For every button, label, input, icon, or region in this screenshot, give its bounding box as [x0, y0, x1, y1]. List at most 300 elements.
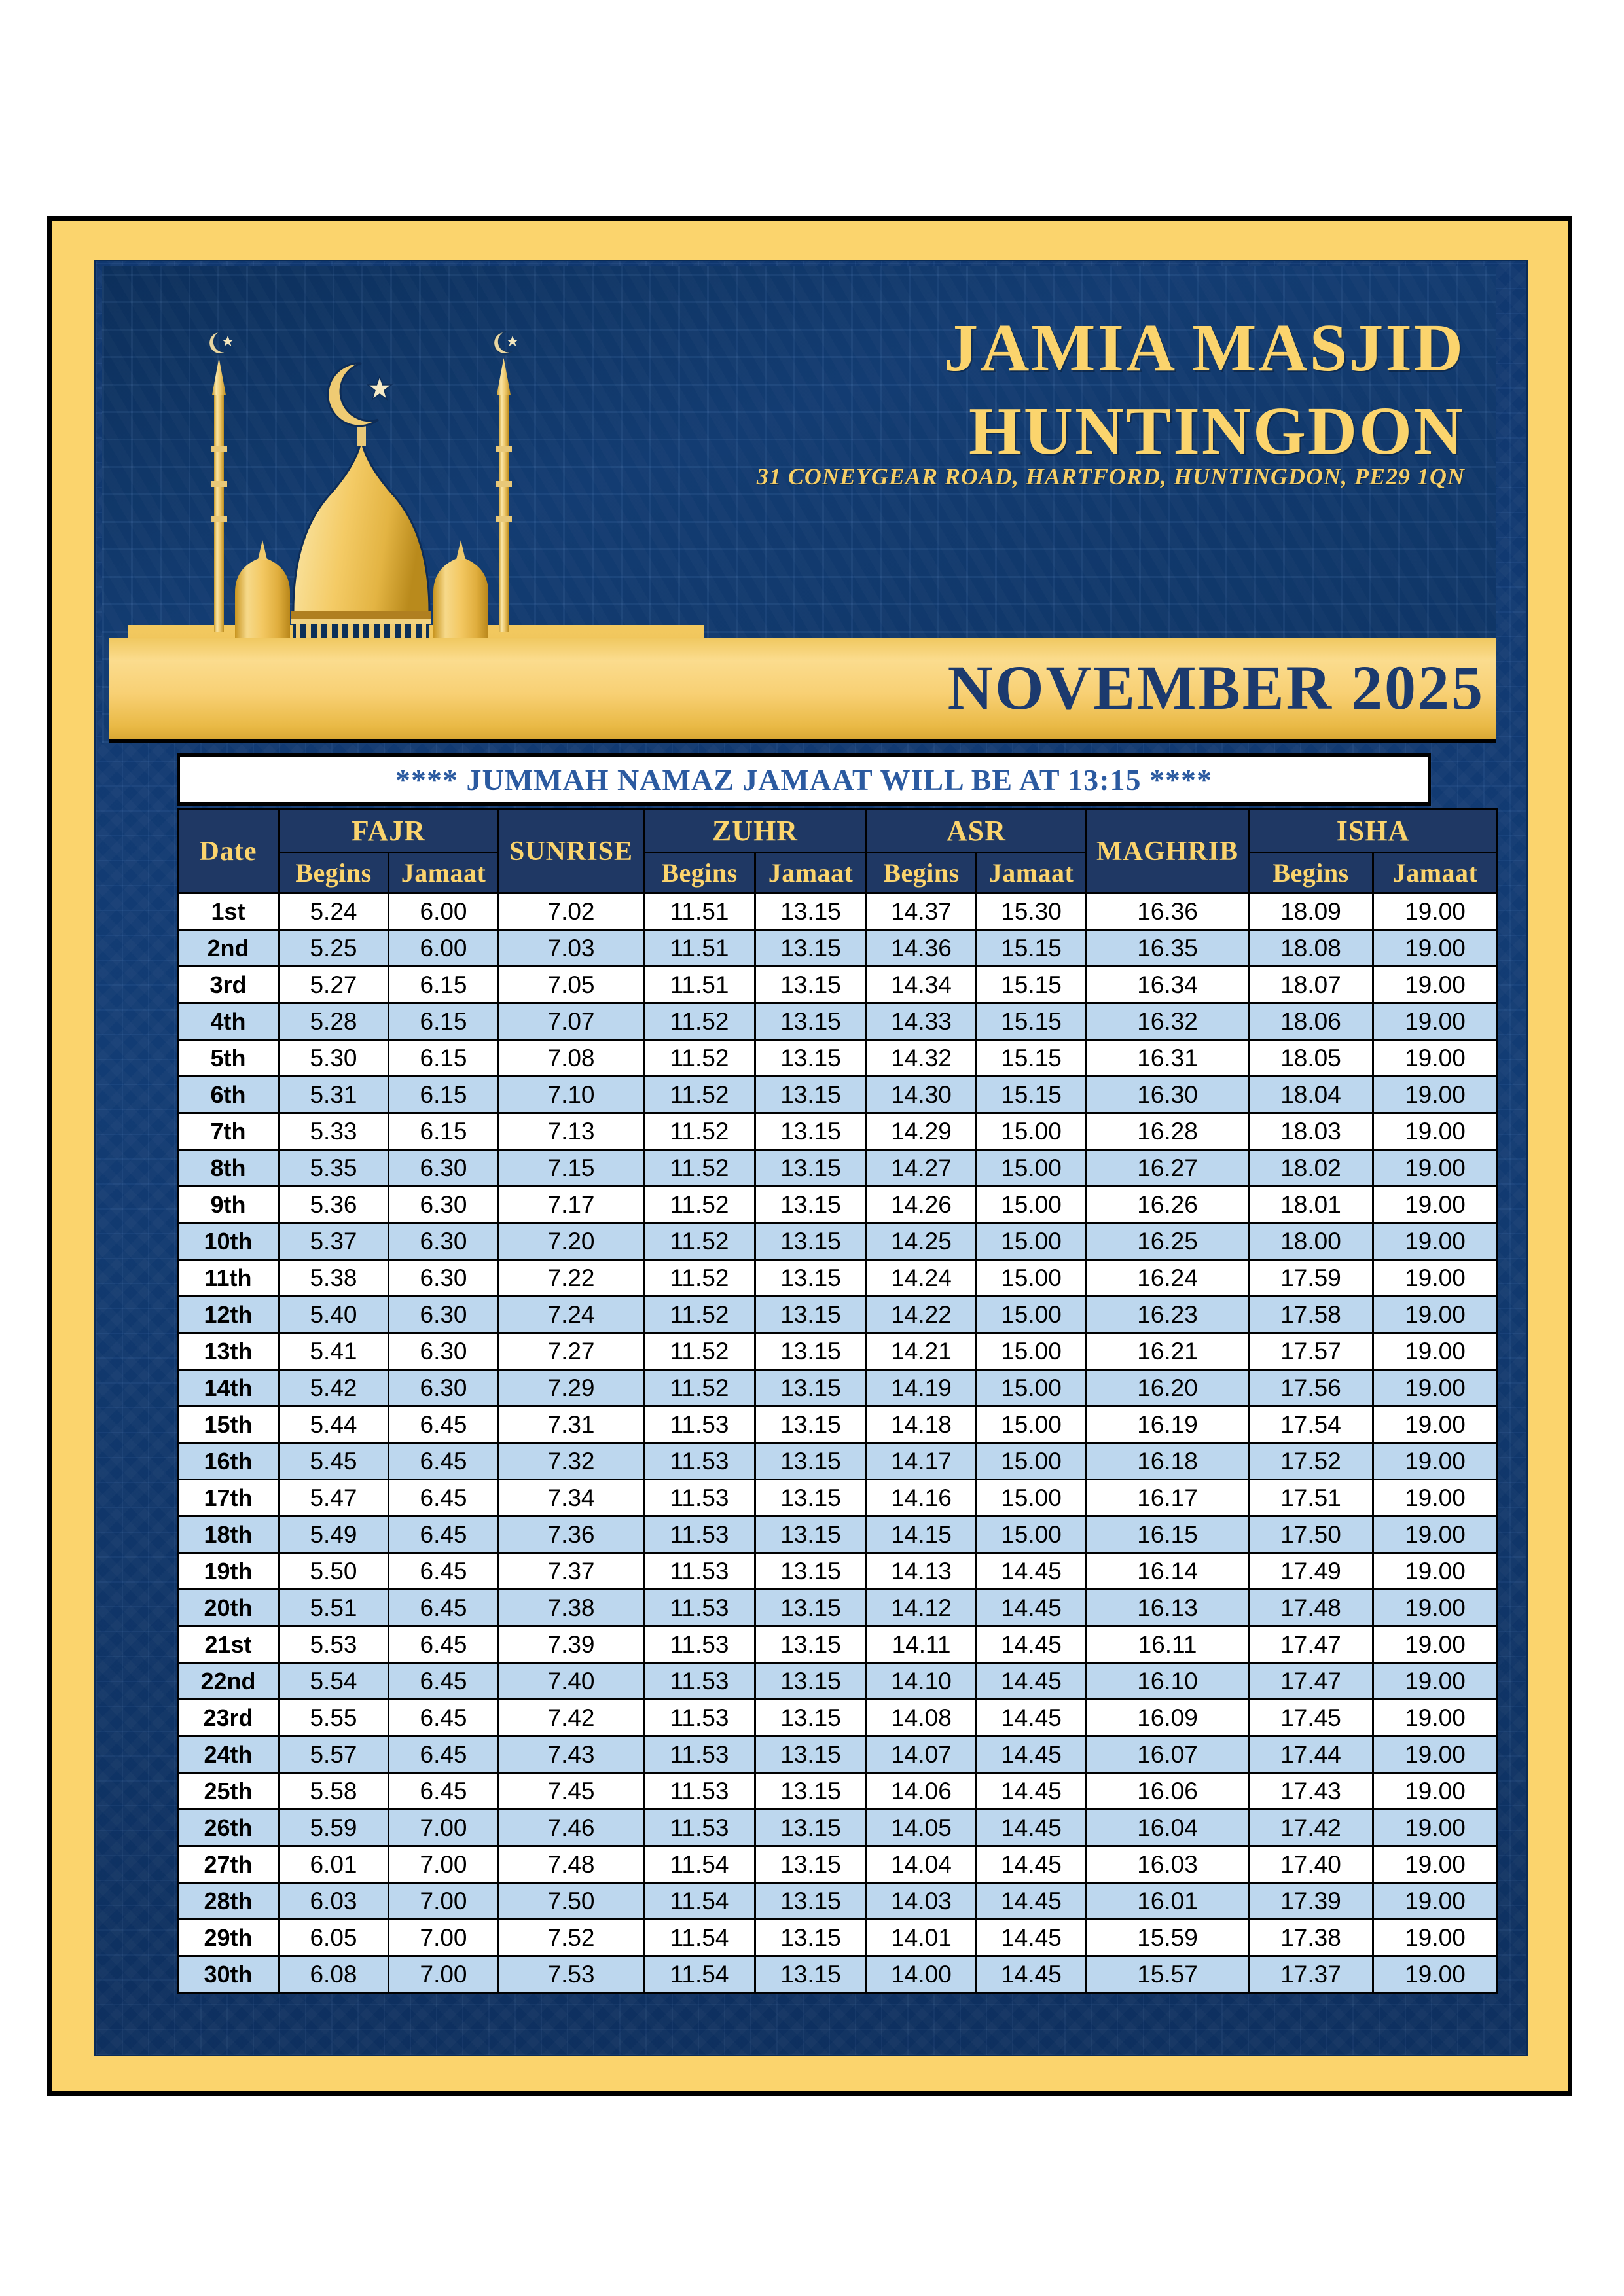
- cell-time: 16.23: [1087, 1297, 1249, 1333]
- table-row: [178, 1187, 1498, 1223]
- cell-time: 11.52: [644, 1187, 755, 1223]
- cell-time: 13.15: [755, 1223, 867, 1260]
- cell-time: 11.51: [644, 930, 755, 967]
- table-row: [178, 1150, 1498, 1187]
- cell-date: 14th: [178, 1370, 279, 1407]
- cell-time: 6.08: [279, 1956, 389, 1993]
- cell-time: 16.34: [1087, 967, 1249, 1003]
- cell-time: 5.24: [279, 893, 389, 930]
- cell-time: 18.07: [1249, 967, 1373, 1003]
- cell-time: 19.00: [1373, 1443, 1498, 1480]
- cell-time: 14.37: [867, 893, 977, 930]
- main-dome: [291, 363, 431, 624]
- cell-date: 20th: [178, 1590, 279, 1626]
- header-asr: ASR: [867, 810, 1087, 853]
- cell-time: 15.15: [977, 1040, 1087, 1077]
- cell-time: 14.21: [867, 1333, 977, 1370]
- cell-time: 13.15: [755, 1480, 867, 1516]
- cell-time: 17.59: [1249, 1260, 1373, 1297]
- cell-time: 16.27: [1087, 1150, 1249, 1187]
- cell-time: 6.30: [389, 1187, 499, 1223]
- cell-time: 6.30: [389, 1223, 499, 1260]
- cell-time: 17.47: [1249, 1626, 1373, 1663]
- cell-time: 7.29: [499, 1370, 644, 1407]
- cell-time: 11.54: [644, 1846, 755, 1883]
- cell-time: 16.20: [1087, 1370, 1249, 1407]
- cell-time: 16.31: [1087, 1040, 1249, 1077]
- cell-time: 18.04: [1249, 1077, 1373, 1113]
- cell-time: 6.45: [389, 1663, 499, 1700]
- cell-date: 11th: [178, 1260, 279, 1297]
- cell-time: 18.06: [1249, 1003, 1373, 1040]
- cell-time: 11.52: [644, 1370, 755, 1407]
- cell-time: 7.02: [499, 893, 644, 930]
- cell-time: 5.55: [279, 1700, 389, 1736]
- cell-time: 14.19: [867, 1370, 977, 1407]
- cell-time: 13.15: [755, 967, 867, 1003]
- cell-time: 19.00: [1373, 930, 1498, 967]
- cell-time: 17.44: [1249, 1736, 1373, 1773]
- cell-time: 5.45: [279, 1443, 389, 1480]
- cell-time: 15.00: [977, 1370, 1087, 1407]
- cell-time: 13.15: [755, 1773, 867, 1810]
- cell-date: 8th: [178, 1150, 279, 1187]
- cell-time: 19.00: [1373, 1700, 1498, 1736]
- header-isha-jamaat: Jamaat: [1373, 853, 1498, 893]
- cell-time: 6.15: [389, 1113, 499, 1150]
- cell-time: 7.20: [499, 1223, 644, 1260]
- cell-time: 14.08: [867, 1700, 977, 1736]
- cell-time: 15.00: [977, 1113, 1087, 1150]
- table-row: [178, 1480, 1498, 1516]
- jummah-notice-bar: [177, 753, 1431, 806]
- cell-time: 13.15: [755, 1883, 867, 1920]
- table-row: [178, 1040, 1498, 1077]
- table-row: [178, 1773, 1498, 1810]
- cell-time: 18.01: [1249, 1187, 1373, 1223]
- cell-time: 11.54: [644, 1920, 755, 1956]
- cell-time: 13.15: [755, 1443, 867, 1480]
- cell-time: 14.04: [867, 1846, 977, 1883]
- header-zuhr-begins: Begins: [644, 853, 755, 893]
- cell-date: 21st: [178, 1626, 279, 1663]
- cell-time: 17.40: [1249, 1846, 1373, 1883]
- cell-time: 7.17: [499, 1187, 644, 1223]
- cell-time: 14.32: [867, 1040, 977, 1077]
- cell-date: 24th: [178, 1736, 279, 1773]
- cell-time: 14.45: [977, 1956, 1087, 1993]
- cell-time: 14.18: [867, 1407, 977, 1443]
- cell-time: 7.07: [499, 1003, 644, 1040]
- cell-time: 15.00: [977, 1480, 1087, 1516]
- cell-time: 13.15: [755, 1150, 867, 1187]
- cell-time: 19.00: [1373, 1883, 1498, 1920]
- cell-time: 5.41: [279, 1333, 389, 1370]
- cell-time: 11.53: [644, 1736, 755, 1773]
- table-row: [178, 1626, 1498, 1663]
- cell-time: 19.00: [1373, 1003, 1498, 1040]
- cell-time: 11.52: [644, 1113, 755, 1150]
- cell-time: 16.21: [1087, 1333, 1249, 1370]
- table-row: [178, 1920, 1498, 1956]
- table-row: [178, 1260, 1498, 1297]
- cell-time: 13.15: [755, 1736, 867, 1773]
- cell-time: 17.43: [1249, 1773, 1373, 1810]
- cell-time: 5.54: [279, 1663, 389, 1700]
- cell-time: 7.52: [499, 1920, 644, 1956]
- cell-time: 13.15: [755, 1553, 867, 1590]
- cell-time: 11.53: [644, 1553, 755, 1590]
- cell-date: 15th: [178, 1407, 279, 1443]
- cell-time: 13.15: [755, 1516, 867, 1553]
- cell-time: 14.45: [977, 1920, 1087, 1956]
- cell-time: 13.15: [755, 1920, 867, 1956]
- cell-time: 14.29: [867, 1113, 977, 1150]
- cell-time: 11.53: [644, 1663, 755, 1700]
- cell-time: 5.51: [279, 1590, 389, 1626]
- cell-time: 5.38: [279, 1260, 389, 1297]
- masjid-name-line1: JAMIA MASJID: [944, 310, 1465, 386]
- cell-time: 15.00: [977, 1516, 1087, 1553]
- table-body: [178, 893, 1498, 1993]
- cell-time: 6.45: [389, 1553, 499, 1590]
- cell-date: 16th: [178, 1443, 279, 1480]
- cell-time: 14.45: [977, 1736, 1087, 1773]
- cell-time: 14.45: [977, 1773, 1087, 1810]
- cell-time: 6.45: [389, 1626, 499, 1663]
- cell-time: 17.56: [1249, 1370, 1373, 1407]
- cell-time: 5.25: [279, 930, 389, 967]
- cell-time: 16.11: [1087, 1626, 1249, 1663]
- cell-time: 15.15: [977, 1077, 1087, 1113]
- cell-time: 5.31: [279, 1077, 389, 1113]
- cell-time: 15.30: [977, 893, 1087, 930]
- cell-time: 13.15: [755, 1956, 867, 1993]
- cell-time: 6.30: [389, 1297, 499, 1333]
- cell-time: 7.13: [499, 1113, 644, 1150]
- cell-time: 7.10: [499, 1077, 644, 1113]
- cell-time: 19.00: [1373, 1920, 1498, 1956]
- header-sunrise: SUNRISE: [499, 810, 644, 893]
- cell-time: 5.58: [279, 1773, 389, 1810]
- cell-time: 5.50: [279, 1553, 389, 1590]
- cell-time: 7.48: [499, 1846, 644, 1883]
- cell-time: 16.32: [1087, 1003, 1249, 1040]
- cell-time: 17.58: [1249, 1297, 1373, 1333]
- cell-time: 11.52: [644, 1297, 755, 1333]
- masjid-header-banner: [102, 266, 1496, 743]
- cell-time: 7.00: [389, 1810, 499, 1846]
- cell-time: 14.45: [977, 1663, 1087, 1700]
- cell-time: 7.24: [499, 1297, 644, 1333]
- cell-time: 6.45: [389, 1407, 499, 1443]
- header-maghrib: MAGHRIB: [1087, 810, 1249, 893]
- cell-time: 5.27: [279, 967, 389, 1003]
- cell-time: 19.00: [1373, 1407, 1498, 1443]
- minaret-right: [494, 332, 518, 632]
- cell-date: 10th: [178, 1223, 279, 1260]
- cell-time: 11.53: [644, 1480, 755, 1516]
- cell-time: 7.46: [499, 1810, 644, 1846]
- cell-time: 7.45: [499, 1773, 644, 1810]
- cell-time: 17.49: [1249, 1553, 1373, 1590]
- cell-time: 15.00: [977, 1407, 1087, 1443]
- cell-date: 17th: [178, 1480, 279, 1516]
- cell-time: 19.00: [1373, 1297, 1498, 1333]
- cell-time: 14.25: [867, 1223, 977, 1260]
- cell-time: 6.30: [389, 1333, 499, 1370]
- table-row: [178, 930, 1498, 967]
- cell-time: 14.11: [867, 1626, 977, 1663]
- cell-time: 13.15: [755, 1297, 867, 1333]
- header-zuhr: ZUHR: [644, 810, 867, 853]
- cell-time: 19.00: [1373, 893, 1498, 930]
- cell-time: 19.00: [1373, 1626, 1498, 1663]
- cell-time: 17.45: [1249, 1700, 1373, 1736]
- table-row: [178, 1590, 1498, 1626]
- cell-time: 19.00: [1373, 1370, 1498, 1407]
- cell-time: 19.00: [1373, 1590, 1498, 1626]
- cell-time: 15.15: [977, 967, 1087, 1003]
- cell-time: 11.54: [644, 1956, 755, 1993]
- cell-time: 11.53: [644, 1516, 755, 1553]
- cell-time: 13.15: [755, 1407, 867, 1443]
- cell-time: 18.08: [1249, 930, 1373, 967]
- cell-time: 19.00: [1373, 1810, 1498, 1846]
- cell-time: 19.00: [1373, 967, 1498, 1003]
- cell-time: 14.06: [867, 1773, 977, 1810]
- cell-time: 16.24: [1087, 1260, 1249, 1297]
- cell-time: 17.39: [1249, 1883, 1373, 1920]
- cell-time: 13.15: [755, 1003, 867, 1040]
- cell-time: 18.00: [1249, 1223, 1373, 1260]
- cell-time: 11.51: [644, 967, 755, 1003]
- cell-time: 15.15: [977, 930, 1087, 967]
- cell-time: 5.33: [279, 1113, 389, 1150]
- cell-time: 14.45: [977, 1626, 1087, 1663]
- cell-time: 7.22: [499, 1260, 644, 1297]
- cell-time: 16.28: [1087, 1113, 1249, 1150]
- cell-time: 19.00: [1373, 1553, 1498, 1590]
- table-row: [178, 1956, 1498, 1993]
- header-isha: ISHA: [1249, 810, 1498, 853]
- cell-time: 14.16: [867, 1480, 977, 1516]
- cell-time: 17.57: [1249, 1333, 1373, 1370]
- cell-time: 16.01: [1087, 1883, 1249, 1920]
- jummah-notice-text: **** JUMMAH NAMAZ JAMAAT WILL BE AT 13:15 ****: [395, 762, 1213, 797]
- cell-time: 16.06: [1087, 1773, 1249, 1810]
- cell-time: 18.02: [1249, 1150, 1373, 1187]
- cell-date: 13th: [178, 1333, 279, 1370]
- table-row: [178, 1700, 1498, 1736]
- cell-time: 14.03: [867, 1883, 977, 1920]
- cell-time: 6.15: [389, 1040, 499, 1077]
- header-group-row: [178, 810, 1498, 853]
- cell-time: 16.30: [1087, 1077, 1249, 1113]
- cell-time: 7.53: [499, 1956, 644, 1993]
- cell-time: 6.00: [389, 893, 499, 930]
- cell-time: 16.19: [1087, 1407, 1249, 1443]
- cell-time: 14.45: [977, 1700, 1087, 1736]
- table-row: [178, 1736, 1498, 1773]
- cell-date: 18th: [178, 1516, 279, 1553]
- cell-time: 13.15: [755, 1626, 867, 1663]
- cell-time: 11.52: [644, 1003, 755, 1040]
- cell-date: 25th: [178, 1773, 279, 1810]
- cell-time: 6.05: [279, 1920, 389, 1956]
- cell-time: 17.50: [1249, 1516, 1373, 1553]
- cell-date: 2nd: [178, 930, 279, 967]
- cell-time: 16.07: [1087, 1736, 1249, 1773]
- cell-time: 11.52: [644, 1040, 755, 1077]
- cell-time: 7.03: [499, 930, 644, 967]
- table-row: [178, 893, 1498, 930]
- cell-time: 14.33: [867, 1003, 977, 1040]
- cell-time: 7.32: [499, 1443, 644, 1480]
- timetable-container: [177, 808, 1478, 1994]
- cell-time: 5.30: [279, 1040, 389, 1077]
- cell-time: 19.00: [1373, 1736, 1498, 1773]
- cell-time: 5.47: [279, 1480, 389, 1516]
- cell-time: 5.40: [279, 1297, 389, 1333]
- cell-time: 16.09: [1087, 1700, 1249, 1736]
- cell-time: 13.15: [755, 1113, 867, 1150]
- header-fajr-jamaat: Jamaat: [389, 853, 499, 893]
- cell-time: 15.00: [977, 1260, 1087, 1297]
- cell-time: 19.00: [1373, 1223, 1498, 1260]
- cell-time: 15.59: [1087, 1920, 1249, 1956]
- cell-time: 18.09: [1249, 893, 1373, 930]
- cell-date: 29th: [178, 1920, 279, 1956]
- cell-time: 6.30: [389, 1150, 499, 1187]
- gold-border-frame: [47, 216, 1572, 2096]
- cell-time: 5.44: [279, 1407, 389, 1443]
- cell-time: 16.13: [1087, 1590, 1249, 1626]
- masjid-name: [640, 307, 1465, 473]
- cell-time: 5.35: [279, 1150, 389, 1187]
- cell-time: 14.24: [867, 1260, 977, 1297]
- header-zuhr-jamaat: Jamaat: [755, 853, 867, 893]
- cell-time: 6.45: [389, 1480, 499, 1516]
- cell-time: 14.07: [867, 1736, 977, 1773]
- cell-time: 19.00: [1373, 1040, 1498, 1077]
- cell-time: 14.36: [867, 930, 977, 967]
- table-row: [178, 967, 1498, 1003]
- cell-time: 19.00: [1373, 1187, 1498, 1223]
- cell-time: 7.37: [499, 1553, 644, 1590]
- cell-time: 7.15: [499, 1150, 644, 1187]
- header-asr-jamaat: Jamaat: [977, 853, 1087, 893]
- table-row: [178, 1370, 1498, 1407]
- month-title: NOVEMBER 2025: [947, 653, 1485, 723]
- cell-time: 5.53: [279, 1626, 389, 1663]
- table-header: [178, 810, 1498, 893]
- cell-date: 9th: [178, 1187, 279, 1223]
- table-row: [178, 1810, 1498, 1846]
- cell-time: 17.51: [1249, 1480, 1373, 1516]
- cell-time: 7.36: [499, 1516, 644, 1553]
- navy-content-panel: [94, 260, 1528, 2056]
- cell-time: 13.15: [755, 1187, 867, 1223]
- cell-time: 5.42: [279, 1370, 389, 1407]
- cell-time: 14.30: [867, 1077, 977, 1113]
- header-sub-row: [178, 853, 1498, 893]
- table-row: [178, 1443, 1498, 1480]
- cell-time: 13.15: [755, 1663, 867, 1700]
- prayer-times-table: [177, 808, 1498, 1994]
- cell-date: 19th: [178, 1553, 279, 1590]
- header-fajr-begins: Begins: [279, 853, 389, 893]
- cell-time: 15.00: [977, 1187, 1087, 1223]
- cell-time: 6.01: [279, 1846, 389, 1883]
- cell-time: 7.27: [499, 1333, 644, 1370]
- cell-date: 28th: [178, 1883, 279, 1920]
- cell-time: 14.01: [867, 1920, 977, 1956]
- cell-time: 13.15: [755, 1810, 867, 1846]
- cell-time: 5.37: [279, 1223, 389, 1260]
- cell-date: 1st: [178, 893, 279, 930]
- cell-time: 7.31: [499, 1407, 644, 1443]
- cell-time: 11.52: [644, 1223, 755, 1260]
- cell-time: 15.00: [977, 1297, 1087, 1333]
- cell-time: 5.49: [279, 1516, 389, 1553]
- cell-time: 6.03: [279, 1883, 389, 1920]
- cell-date: 30th: [178, 1956, 279, 1993]
- cell-time: 13.15: [755, 1590, 867, 1626]
- cell-time: 6.00: [389, 930, 499, 967]
- cell-time: 11.51: [644, 893, 755, 930]
- cell-time: 15.00: [977, 1333, 1087, 1370]
- header-asr-begins: Begins: [867, 853, 977, 893]
- cell-time: 14.13: [867, 1553, 977, 1590]
- cell-time: 7.38: [499, 1590, 644, 1626]
- cell-time: 14.34: [867, 967, 977, 1003]
- cell-time: 17.48: [1249, 1590, 1373, 1626]
- cell-time: 7.39: [499, 1626, 644, 1663]
- cell-time: 6.45: [389, 1773, 499, 1810]
- cell-time: 19.00: [1373, 1663, 1498, 1700]
- cell-time: 19.00: [1373, 1846, 1498, 1883]
- cell-time: 14.15: [867, 1516, 977, 1553]
- cell-time: 17.37: [1249, 1956, 1373, 1993]
- cell-time: 11.53: [644, 1443, 755, 1480]
- cell-time: 19.00: [1373, 1480, 1498, 1516]
- cell-time: 13.15: [755, 1700, 867, 1736]
- cell-time: 6.30: [389, 1260, 499, 1297]
- table-row: [178, 1553, 1498, 1590]
- table-row: [178, 1223, 1498, 1260]
- cell-time: 16.03: [1087, 1846, 1249, 1883]
- cell-time: 16.36: [1087, 893, 1249, 930]
- cell-time: 19.00: [1373, 1150, 1498, 1187]
- cell-time: 14.17: [867, 1443, 977, 1480]
- cell-time: 14.27: [867, 1150, 977, 1187]
- cell-time: 17.52: [1249, 1443, 1373, 1480]
- cell-time: 16.35: [1087, 930, 1249, 967]
- cell-time: 19.00: [1373, 1773, 1498, 1810]
- header-date: Date: [178, 810, 279, 893]
- cell-time: 19.00: [1373, 1113, 1498, 1150]
- cell-time: 7.00: [389, 1956, 499, 1993]
- cell-time: 13.15: [755, 1333, 867, 1370]
- cell-time: 14.05: [867, 1810, 977, 1846]
- table-row: [178, 1077, 1498, 1113]
- cell-time: 7.40: [499, 1663, 644, 1700]
- table-row: [178, 1297, 1498, 1333]
- table-row: [178, 1003, 1498, 1040]
- cell-time: 14.45: [977, 1553, 1087, 1590]
- cell-time: 7.08: [499, 1040, 644, 1077]
